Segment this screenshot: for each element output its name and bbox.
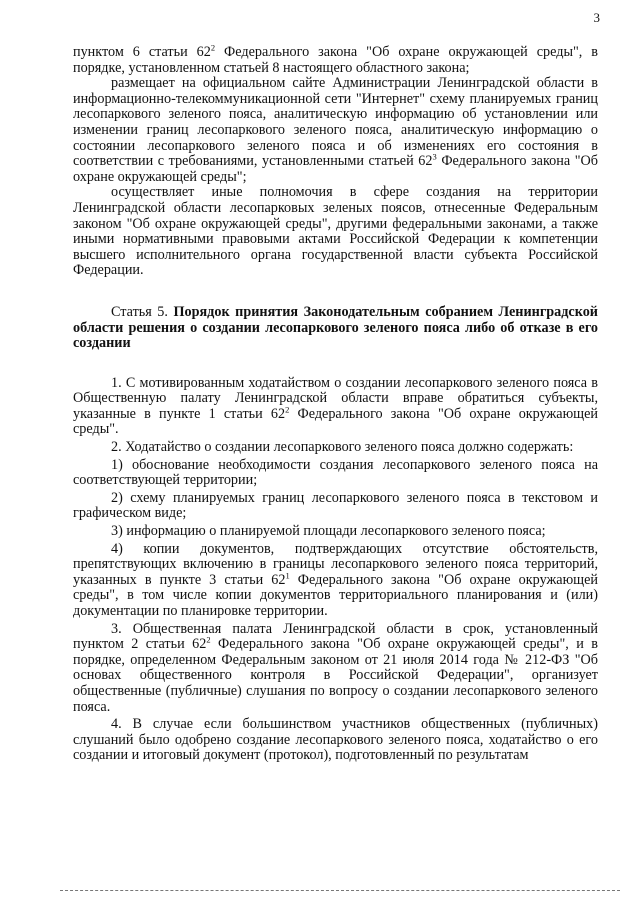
paragraph-other-powers: осуществляет иные полномочия в сфере создания на территории Ленинградской области лесопарковых зеленых поясов, отнесенные Федеральным законом "Об охране окружающей среды", другими федеральными законами, а также иными нормативными правовыми актами Российской Федерации к компетенции высшего исполнительного органа государственной власти субъекта Российской Федерации.: [73, 184, 598, 279]
text-run: Федерального закона "Об охране окружающей среды", в порядке, установленном статьей 8 настоящего областного закона;: [73, 44, 598, 76]
text-run: 3. Общественная палата Ленинградской области в срок, установленный пунктом 2 статьи 62: [73, 620, 598, 653]
superscript: 1: [285, 570, 290, 581]
document-body: [73, 42, 599, 764]
article-label: Статья 5.: [111, 303, 168, 320]
item-2-sub-1: 1) обоснование необходимости создания лесопаркового зеленого пояса на соответствующей территории;: [73, 456, 598, 489]
superscript: 2: [206, 634, 211, 645]
item-4: 4. В случае если большинством участников общественных (публичных) слушаний было одобрено создание лесопаркового зеленого пояса, ходатайство о его создании и итоговый документ (протокол), подготовленный по результатам: [73, 716, 598, 764]
paragraph-continuation: [73, 42, 598, 76]
item-1: [73, 376, 598, 438]
item-2: 2. Ходатайство о создании лесопаркового зеленого пояса должно содержать:: [111, 439, 574, 456]
superscript: 3: [432, 151, 437, 162]
page-bottom-rule: [60, 890, 620, 891]
item-3: [73, 622, 598, 716]
text-run: размещает на официальном сайте Администрации Ленинградской области в информационно-телекоммуникационной сети "Интернет" схему планируемых границ лесопаркового зеленого пояса, аналитическую информацию об установлении или изменении границ лесопаркового зеленого пояса, аналитическую информацию о состоянии лесопаркового зеленого пояса и об изменениях его состояния в соответствии с требованиями, установленными статьей 62: [73, 75, 598, 170]
page-number: 3: [593, 10, 600, 25]
article-heading-text: [73, 305, 598, 352]
superscript: 2: [285, 404, 290, 415]
text-run: Федерального закона "Об охране окружающей среды".: [73, 405, 599, 438]
text-run: пунктом 6 статьи 62: [73, 44, 211, 60]
paragraph-website: [73, 76, 598, 185]
item-2-sub-4: [73, 542, 598, 620]
text-run: Федерального закона "Об охране окружающей среды", и в порядке, определенном Федеральным законом от 21 июля 2014 года № 212-ФЗ "Об основах общественного контроля в Российской Федерации", организует общественные (публичные) слушания по вопросу о создании лесопаркового зеленого пояса.: [73, 636, 599, 715]
item-2-sub-2: 2) схему планируемых границ лесопаркового зеленого пояса в текстовом и графическом виде;: [73, 489, 598, 522]
text-run: 1. С мотивированным ходатайством о создании лесопаркового зеленого пояса в Общественную палату Ленинградской области вправе обратиться субъекты, указанные в пункте 1 статьи 62: [73, 374, 598, 422]
article-heading: [73, 305, 598, 352]
text-run: Федерального закона "Об охране окружающей среды";: [73, 153, 598, 185]
text-run: 4) копии документов, подтверждающих отсутствие обстоятельств, препятствующих включению в границы лесопаркового зеленого пояса территорий, указанных в пункте 3 статьи 62: [73, 540, 598, 588]
text-run: Федерального закона "Об охране окружающей среды", в том числе копии документов территориального планирования и (или) документации по планировке территории.: [73, 571, 598, 619]
item-2-sub-3: 3) информацию о планируемой площади лесопаркового зеленого пояса;: [111, 523, 546, 540]
superscript: 2: [210, 42, 216, 53]
article-title: Порядок принятия Законодательным собранием Ленинградской области решения о создании лесопаркового зеленого пояса либо об отказе в его создании: [73, 303, 598, 352]
